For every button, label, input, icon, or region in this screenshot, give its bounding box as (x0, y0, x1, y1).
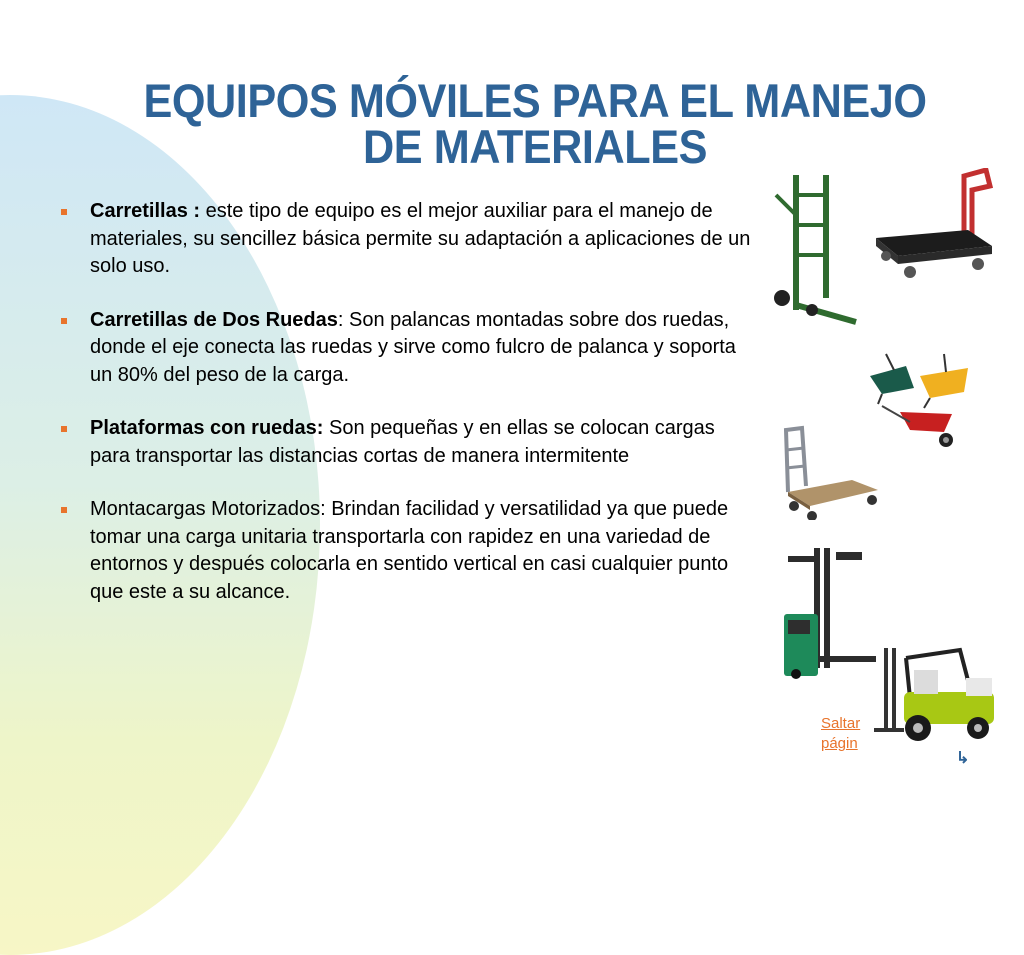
bullet-text: : Son palancas montadas sobre dos ruedas, donde el eje conecta las ruedas y sirve como fulcro de palanca y soporta un 80% del peso de la carga. (90, 308, 736, 386)
bullet-carretillas (56, 198, 756, 281)
bullet-plataformas (56, 415, 756, 470)
bullet-term: Carretillas : (90, 200, 201, 222)
reach-truck-image (784, 546, 878, 680)
bullet-term: Plataformas con ruedas: (90, 417, 324, 439)
bullet-term: Carretillas de Dos Ruedas (90, 308, 338, 331)
hand-truck-image (768, 170, 863, 332)
bullet-text: este tipo de equipo es el mejor auxiliar para el manejo de materiales, su sencillez básica permite su adaptación a aplicaciones de un solo uso. (90, 200, 751, 277)
bullet-text: Son pequeñas y en ellas se colocan cargas para transportar las distancias cortas de manera intermitente (90, 417, 715, 467)
page-title (98, 74, 972, 173)
bullet-marker-icon (61, 507, 67, 513)
bullet-dos-ruedas (56, 307, 756, 390)
skip-page-link[interactable] (821, 714, 860, 754)
platform-cart-image (872, 168, 996, 282)
title-line-2: DE MATERIALES (363, 120, 707, 173)
bullet-montacargas (56, 496, 756, 606)
title-line-1: EQUIPOS MÓVILES PARA EL MANEJO (143, 74, 927, 127)
bullet-list (56, 198, 756, 632)
next-slide-icon[interactable]: ↳ (956, 750, 970, 767)
bullet-marker-icon (61, 318, 67, 324)
wheelbarrows-image (864, 352, 974, 452)
skip-link-line-1: Saltar (821, 715, 861, 732)
platform-trolley-image (780, 424, 880, 520)
bullet-marker-icon (61, 209, 67, 215)
bullet-text: Montacargas Motorizados: Brindan facilidad y versatilidad ya que puede tomar una carga unitaria transportarla con rapidez en una variedad de entornos y después colocarla en sentido vertical en casi cualquier punto que este a su alcance. (90, 498, 729, 603)
forklift-image (874, 640, 998, 744)
bullet-marker-icon (61, 426, 67, 432)
skip-link-line-2: págin (821, 735, 858, 752)
